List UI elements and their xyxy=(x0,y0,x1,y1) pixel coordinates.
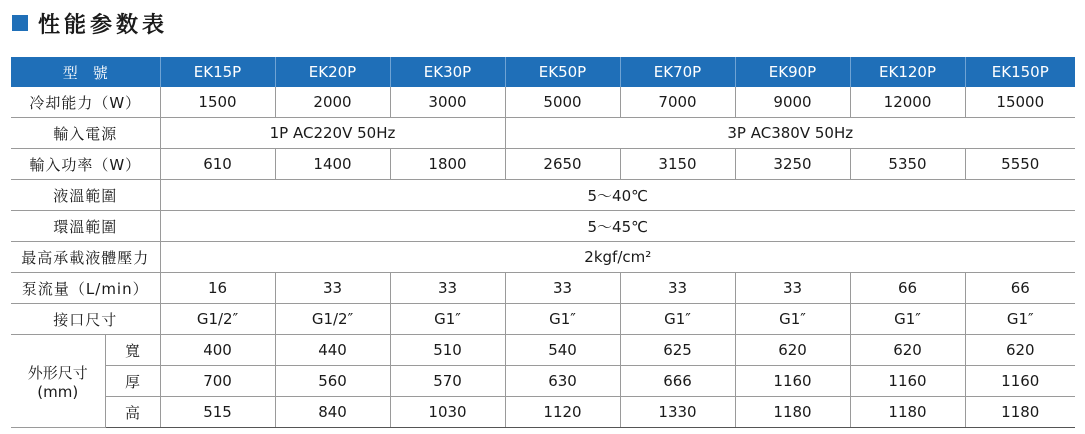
table-cell: 5000 xyxy=(505,87,620,118)
table-cell: 1120 xyxy=(505,397,620,428)
model-header: EK50P xyxy=(505,57,620,87)
table-cell: 2000 xyxy=(275,87,390,118)
table-cell: 1330 xyxy=(620,397,735,428)
table-cell: 33 xyxy=(275,273,390,304)
table-row-dim-height xyxy=(11,397,1075,428)
page-title: 性能参数表 xyxy=(38,12,169,38)
dimensions-label xyxy=(11,335,105,428)
table-row-ambient-temp xyxy=(11,211,1075,242)
table-cell: 33 xyxy=(505,273,620,304)
table-cell: 5550 xyxy=(965,149,1075,180)
table-cell: 15000 xyxy=(965,87,1075,118)
table-cell: 5350 xyxy=(850,149,965,180)
model-header: EK120P xyxy=(850,57,965,87)
table-row-power-source xyxy=(11,118,1075,149)
table-cell: 515 xyxy=(160,397,275,428)
row-label: 液溫範圍 xyxy=(11,180,160,211)
table-cell: 3250 xyxy=(735,149,850,180)
table-cell: 9000 xyxy=(735,87,850,118)
page-title-bar xyxy=(12,8,168,38)
table-cell: 560 xyxy=(275,366,390,397)
table-cell: 2650 xyxy=(505,149,620,180)
table-cell: G1/2″ xyxy=(160,304,275,335)
table-row-cooling xyxy=(11,87,1075,118)
table-cell: 570 xyxy=(390,366,505,397)
table-cell: 33 xyxy=(620,273,735,304)
table-cell: 3000 xyxy=(390,87,505,118)
row-label: 最高承載液體壓力 xyxy=(11,242,160,273)
table-cell: 16 xyxy=(160,273,275,304)
table-cell: 620 xyxy=(850,335,965,366)
dim-sub-label: 寬 xyxy=(105,335,160,366)
square-bullet-icon xyxy=(12,15,28,31)
table-cell: 440 xyxy=(275,335,390,366)
table-cell: 1160 xyxy=(850,366,965,397)
table-cell: 66 xyxy=(965,273,1075,304)
table-cell: 700 xyxy=(160,366,275,397)
row-label: 環溫範圍 xyxy=(11,211,160,242)
row-label: 冷却能力（W） xyxy=(11,87,160,118)
table-cell: 620 xyxy=(965,335,1075,366)
spec-table xyxy=(11,57,1075,428)
row-label: 接口尺寸 xyxy=(11,304,160,335)
table-cell: 620 xyxy=(735,335,850,366)
table-cell: 7000 xyxy=(620,87,735,118)
model-header: EK150P xyxy=(965,57,1075,87)
table-cell: 510 xyxy=(390,335,505,366)
table-cell: 666 xyxy=(620,366,735,397)
table-cell: 1400 xyxy=(275,149,390,180)
table-cell: G1″ xyxy=(505,304,620,335)
table-row-input-power xyxy=(11,149,1075,180)
table-cell: 12000 xyxy=(850,87,965,118)
model-header: EK20P xyxy=(275,57,390,87)
table-cell: G1″ xyxy=(965,304,1075,335)
table-cell: 1160 xyxy=(965,366,1075,397)
table-cell: 1030 xyxy=(390,397,505,428)
dim-sub-label: 高 xyxy=(105,397,160,428)
table-cell: 1180 xyxy=(850,397,965,428)
table-cell: 625 xyxy=(620,335,735,366)
table-cell: 1180 xyxy=(965,397,1075,428)
table-cell: 3P AC380V 50Hz xyxy=(505,118,1075,149)
table-cell: G1″ xyxy=(390,304,505,335)
header-row xyxy=(11,57,1075,87)
table-cell: G1″ xyxy=(620,304,735,335)
model-header: EK30P xyxy=(390,57,505,87)
table-row-max-pressure xyxy=(11,242,1075,273)
table-row-dim-width xyxy=(11,335,1075,366)
table-cell: 610 xyxy=(160,149,275,180)
table-cell: 1500 xyxy=(160,87,275,118)
dim-sub-label: 厚 xyxy=(105,366,160,397)
table-cell: 5～45℃ xyxy=(160,211,1075,242)
model-header: EK15P xyxy=(160,57,275,87)
row-label: 泵流量（L/min） xyxy=(11,273,160,304)
table-cell: 3150 xyxy=(620,149,735,180)
table-cell: 400 xyxy=(160,335,275,366)
table-cell: 840 xyxy=(275,397,390,428)
row-label: 輸入電源 xyxy=(11,118,160,149)
table-cell: G1/2″ xyxy=(275,304,390,335)
table-cell: 2kgf/cm² xyxy=(160,242,1075,273)
table-cell: 33 xyxy=(390,273,505,304)
table-cell: 630 xyxy=(505,366,620,397)
table-cell: G1″ xyxy=(735,304,850,335)
table-cell: 5～40℃ xyxy=(160,180,1075,211)
dimensions-label-line2: (mm) xyxy=(37,382,79,401)
table-cell: G1″ xyxy=(850,304,965,335)
table-row-liquid-temp xyxy=(11,180,1075,211)
model-header: EK70P xyxy=(620,57,735,87)
table-row-dim-depth xyxy=(11,366,1075,397)
model-header-label: 型 號 xyxy=(11,57,160,87)
table-cell: 1800 xyxy=(390,149,505,180)
model-header: EK90P xyxy=(735,57,850,87)
table-cell: 1160 xyxy=(735,366,850,397)
table-cell: 33 xyxy=(735,273,850,304)
table-cell: 1180 xyxy=(735,397,850,428)
dimensions-label-line1: 外形尺寸 xyxy=(27,363,88,382)
table-cell: 540 xyxy=(505,335,620,366)
table-cell: 66 xyxy=(850,273,965,304)
table-row-port-size xyxy=(11,304,1075,335)
row-label: 輸入功率（W） xyxy=(11,149,160,180)
table-cell: 1P AC220V 50Hz xyxy=(160,118,505,149)
table-row-pump-flow xyxy=(11,273,1075,304)
